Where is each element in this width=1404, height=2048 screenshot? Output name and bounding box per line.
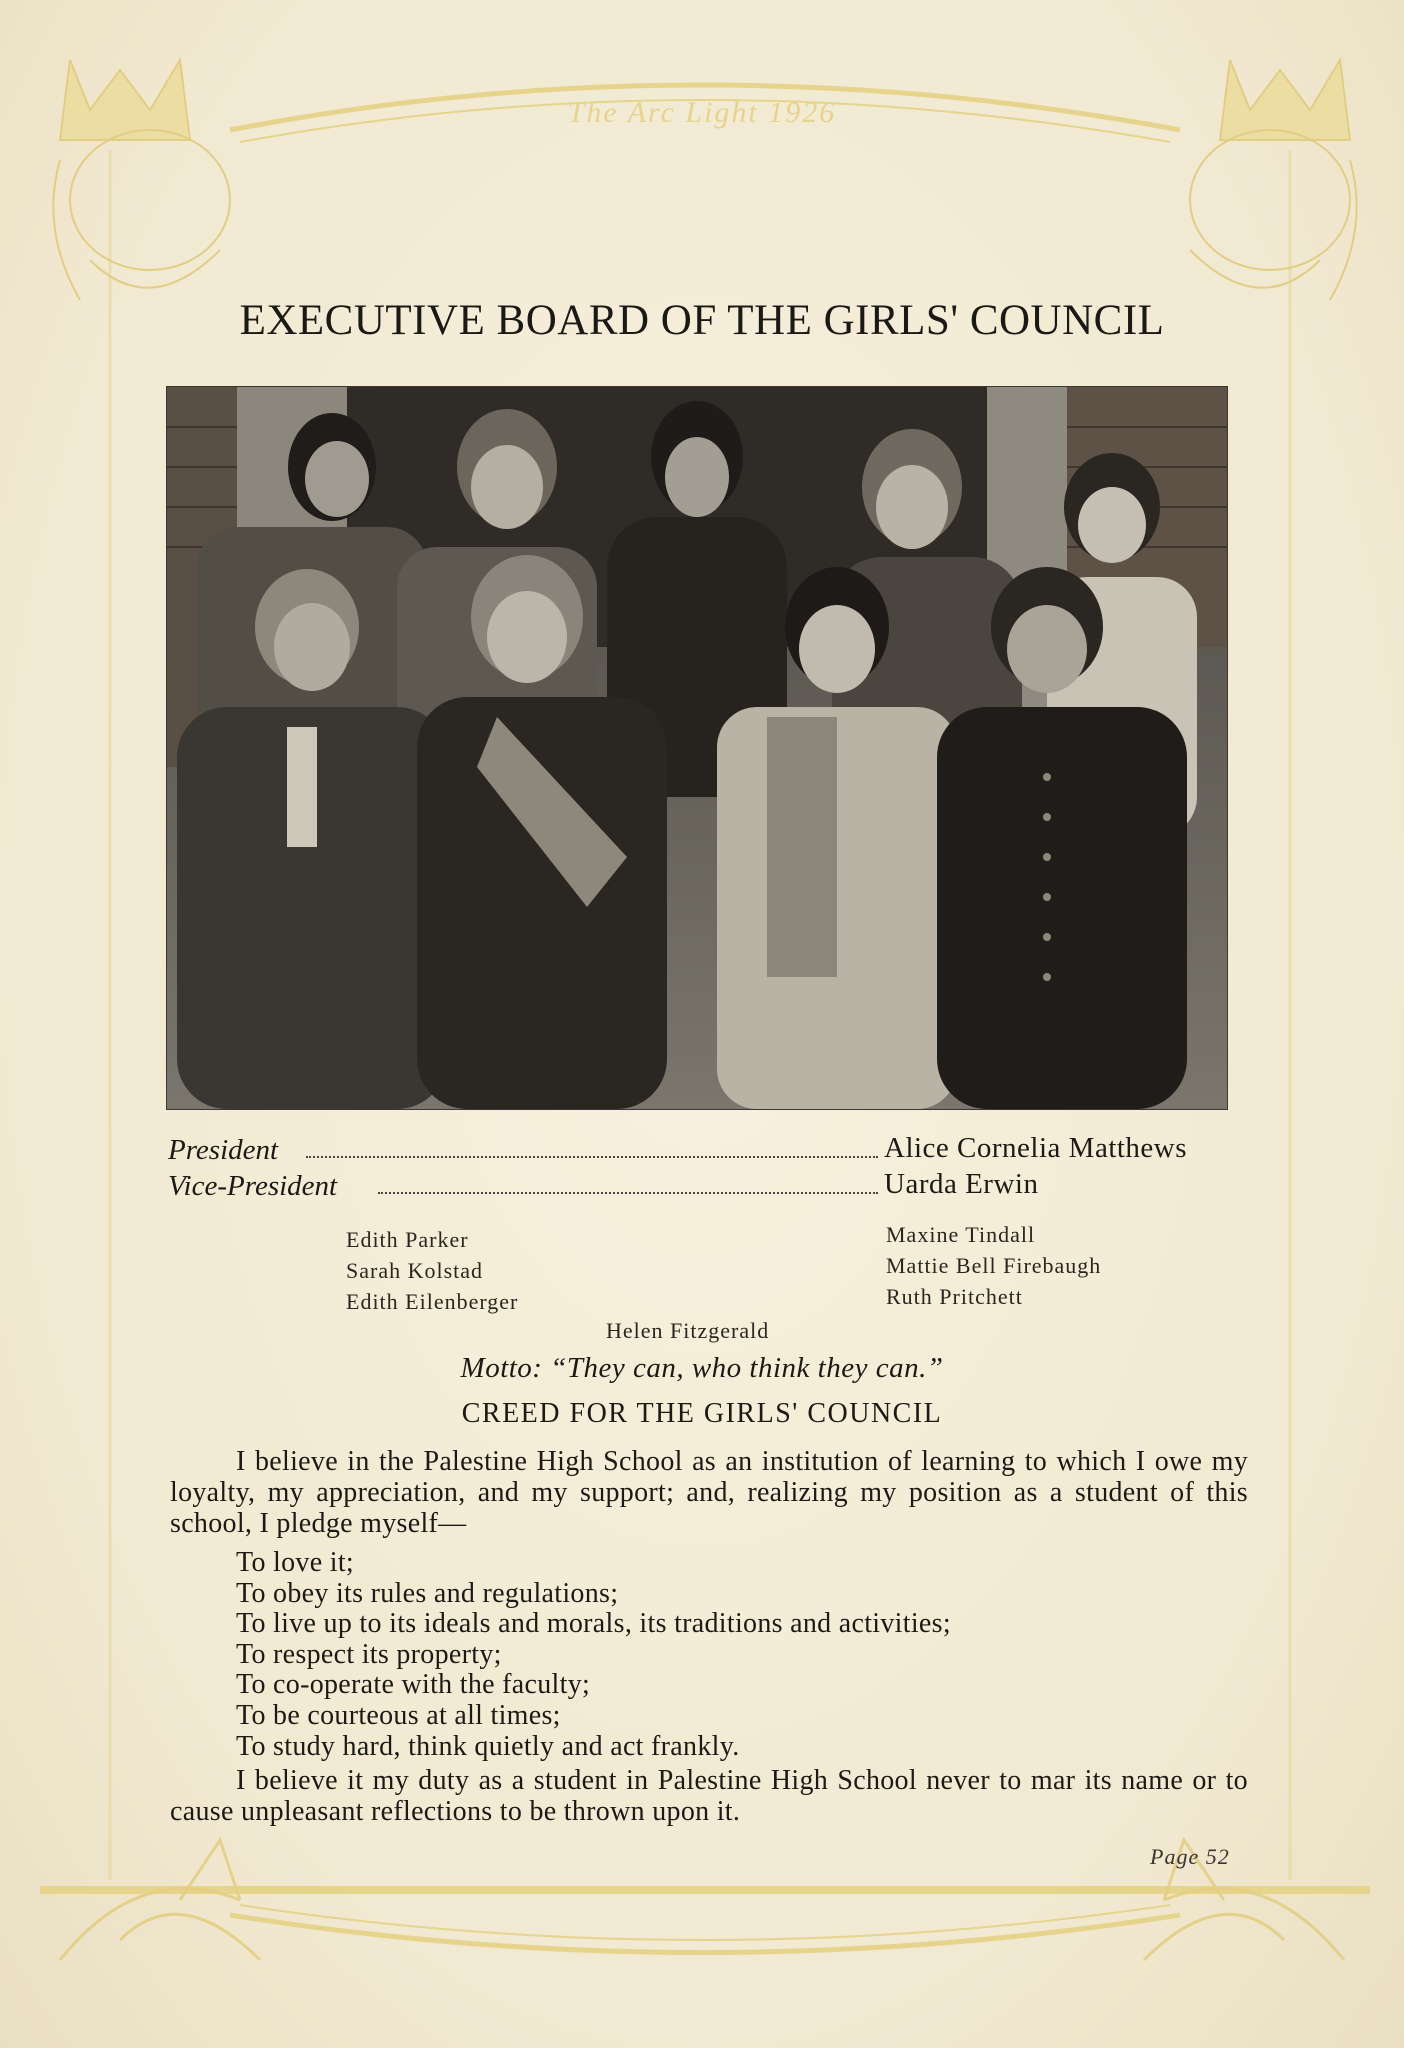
pledge-item: To co-operate with the faculty; [236, 1669, 591, 1701]
pledge-item: To live up to its ideals and morals, its traditions and activities; [236, 1608, 951, 1640]
officer-name: Alice Cornelia Matthews [884, 1132, 1188, 1164]
officer-role: Vice-President [168, 1170, 338, 1202]
lily-left-icon [60, 1840, 260, 1960]
member-name: Helen Fitzgerald [606, 1318, 770, 1343]
officer-name: Uarda Erwin [884, 1168, 1039, 1200]
pledge-item: To obey its rules and regulations; [236, 1577, 619, 1609]
member-name: Edith Eilenberger [346, 1289, 519, 1314]
officer-row-president [168, 1134, 1246, 1170]
member-name: Maxine Tindall [886, 1222, 1036, 1247]
creed-title: CREED FOR THE GIRLS' COUNCIL [461, 1398, 943, 1429]
pledge-list [236, 1548, 1236, 1762]
pledge-item: To respect its property; [236, 1638, 502, 1670]
creed-closing: I believe it my duty as a student in Palestine High School never to mar its name or to cause unpleasant reflections to be thrown upon it. [170, 1765, 1248, 1827]
leader-dots [306, 1156, 878, 1158]
running-head: The Arc Light 1926 [567, 96, 837, 129]
pledge-item: To be courteous at all times; [236, 1699, 561, 1731]
group-photograph [166, 386, 1228, 1110]
officer-row-vice-president [168, 1170, 1246, 1206]
member-name: Sarah Kolstad [346, 1258, 484, 1283]
member-name: Edith Parker [346, 1227, 469, 1252]
member-name: Ruth Pritchett [886, 1284, 1023, 1309]
pledge-item: To love it; [236, 1547, 354, 1578]
leader-dots [378, 1192, 878, 1194]
page-number: Page 52 [1150, 1844, 1230, 1869]
creed-intro: I believe in the Palestine High School as an institution of learning to which I owe my loyalty, my appreciation, and my support; and, realizing my position as a student of this school, I pledge myself— [170, 1446, 1248, 1539]
officer-role: President [168, 1134, 279, 1166]
motto: Motto: “They can, who think they can.” [460, 1352, 944, 1384]
member-name: Mattie Bell Firebaugh [886, 1253, 1102, 1278]
pledge-item: To study hard, think quietly and act frankly. [236, 1730, 740, 1762]
page-title: EXECUTIVE BOARD OF THE GIRLS' COUNCIL [239, 297, 1165, 344]
